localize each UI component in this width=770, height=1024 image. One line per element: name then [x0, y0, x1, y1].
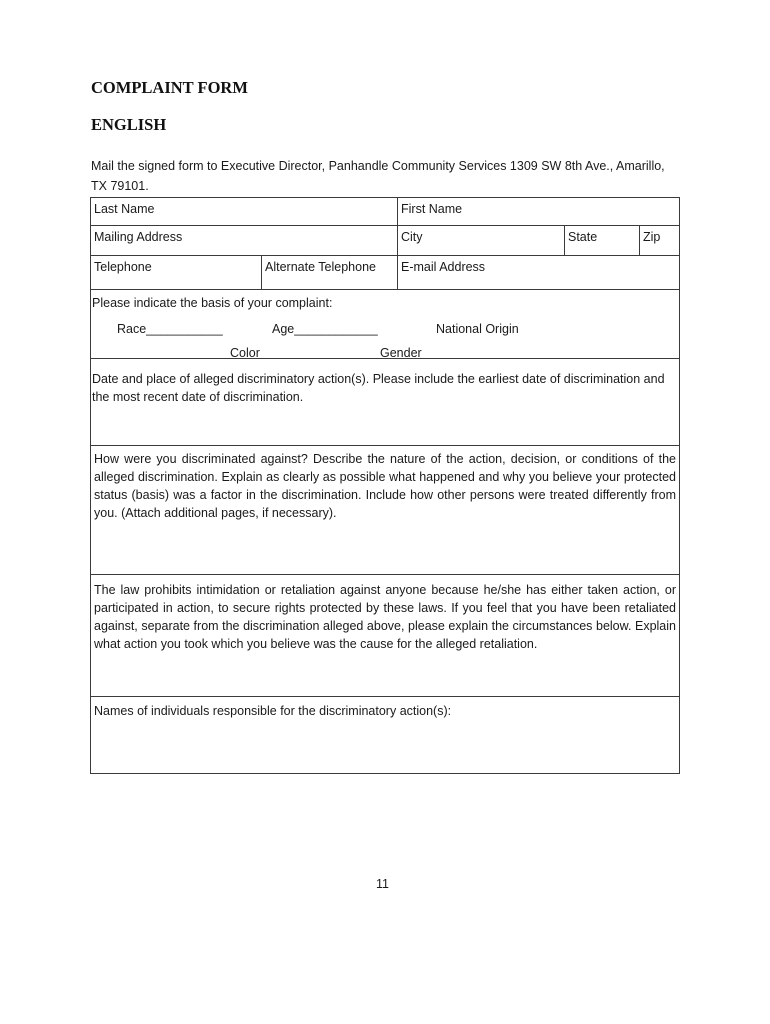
retaliation-prompt: The law prohibits intimidation or retaliation against anyone because he/she has either taken action, or participated in action, to secure rights protected by these laws. If you feel that you have been retaliated against, separate from the discrimination alleged above, please explain the circumstances below. Explain what action you took which you believe was the cause for the alleged retaliation. [94, 583, 676, 651]
age-field[interactable]: Age____________ [272, 322, 378, 336]
first-name-label: First Name [401, 202, 463, 216]
race-field[interactable]: Race___________ [117, 322, 223, 336]
mailing-address-field[interactable] [91, 226, 397, 255]
color-option[interactable]: Color [230, 346, 260, 360]
city-label: City [401, 230, 423, 244]
state-label: State [568, 230, 598, 244]
names-responsible-section[interactable] [90, 697, 680, 774]
phone-row [90, 256, 680, 290]
last-name-field[interactable] [91, 198, 397, 225]
retaliation-section[interactable] [90, 575, 680, 697]
date-place-prompt: Date and place of alleged discriminatory action(s). Please include the earliest date of discrimination and the most recent date of discrimination. [92, 372, 665, 404]
city-field[interactable] [397, 226, 564, 255]
telephone-field[interactable] [91, 256, 261, 289]
mailing-instructions: Mail the signed form to Executive Director, Panhandle Community Services 1309 SW 8th Ave., Amarillo, TX 79101. [91, 159, 665, 193]
discrimination-description-prompt: How were you discriminated against? Describe the nature of the action, decision, or conditions of the alleged discrimination. Explain as clearly as possible what happened and why you believe your protected status (basis) was a factor in the discrimination. Include how other persons were treated differently from you. (Attach additional pages, if necessary). [94, 452, 676, 520]
form-title: COMPLAINT FORM [91, 78, 248, 97]
email-field[interactable] [397, 256, 679, 289]
date-place-section[interactable] [90, 359, 680, 446]
zip-label: Zip [643, 230, 661, 244]
email-label: E-mail Address [401, 260, 486, 274]
alternate-telephone-field[interactable] [261, 256, 397, 289]
basis-question: Please indicate the basis of your complaint: [92, 296, 333, 310]
zip-field[interactable] [639, 226, 679, 255]
complaint-form-table [90, 197, 680, 774]
language-heading: ENGLISH [91, 115, 167, 134]
name-row [90, 197, 680, 226]
basis-section [90, 290, 680, 359]
gender-option[interactable]: Gender [380, 346, 422, 360]
page-number: 11 [376, 877, 389, 891]
last-name-label: Last Name [94, 202, 155, 216]
alternate-telephone-label: Alternate Telephone [265, 260, 376, 274]
discrimination-description-section[interactable] [90, 446, 680, 575]
address-row [90, 226, 680, 256]
first-name-field[interactable] [397, 198, 679, 225]
telephone-label: Telephone [94, 260, 152, 274]
names-responsible-prompt: Names of individuals responsible for the discriminatory action(s): [94, 704, 452, 718]
state-field[interactable] [564, 226, 639, 255]
national-origin-option[interactable]: National Origin [436, 322, 519, 336]
mailing-address-label: Mailing Address [94, 230, 183, 244]
